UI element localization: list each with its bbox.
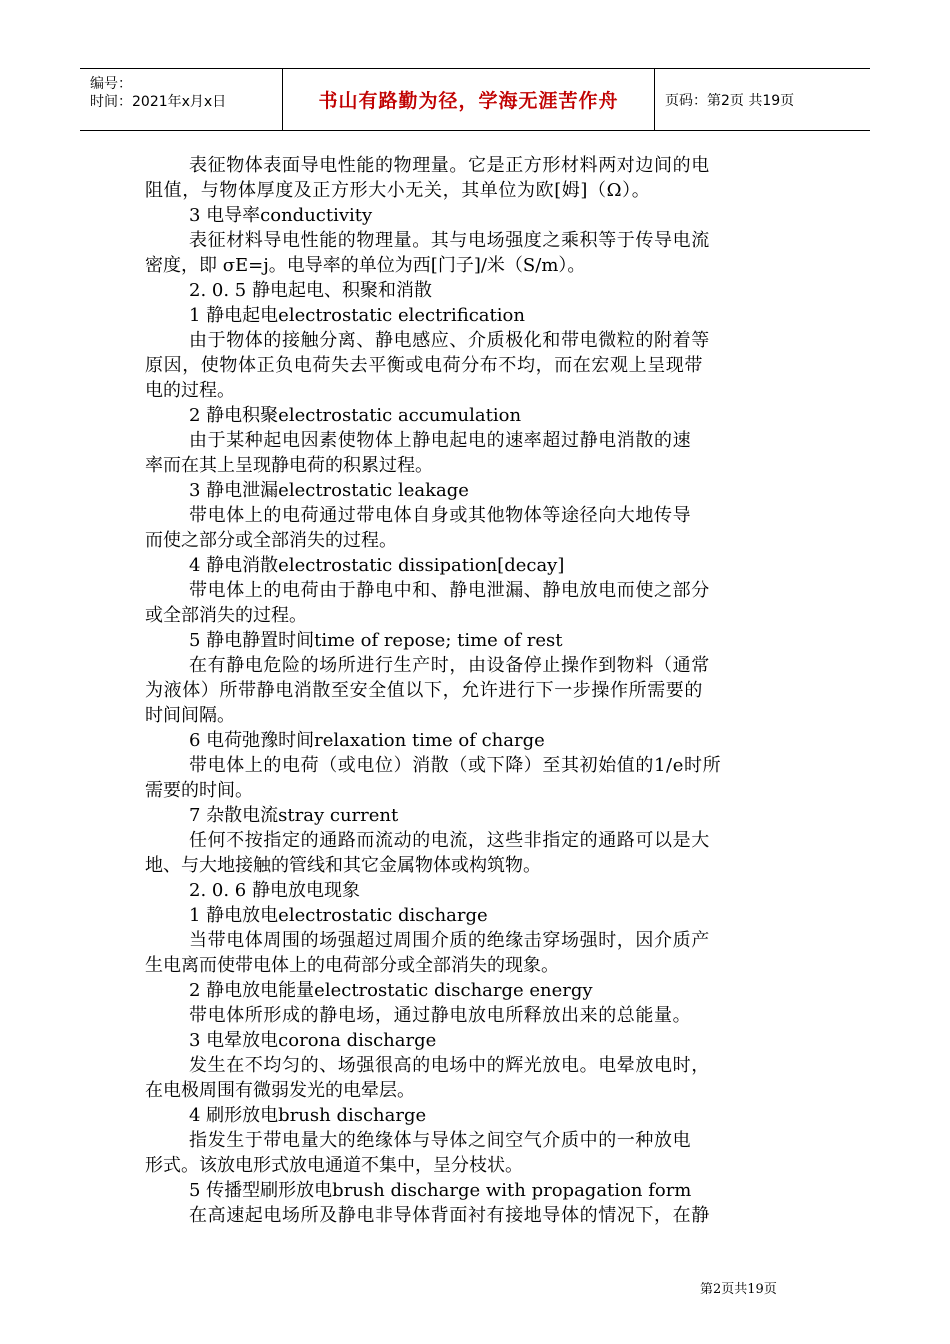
header-left-cell [80,69,283,130]
text-line: 在电极周围有微弱发光的电晕层。 [145,1080,415,1101]
text-line: 或全部消失的过程。 [145,605,307,626]
text-line: 率而在其上呈现静电荷的积累过程。 [145,455,433,476]
text-line: 形式。该放电形式放电通道不集中，呈分枝状。 [145,1155,523,1176]
motto-text: 书山有路勤为径，学海无涯苦作舟 [318,90,619,112]
text-line: 密度，即 σE=j。电导率的单位为西[门子]/米（S/m）。 [145,255,586,276]
text-line: 带电体所形成的静电场，通过静电放电所释放出来的总能量。 [189,1005,692,1026]
text-line: 表征材料导电性能的物理量。其与电场强度之乘积等于传导电流 [189,230,710,251]
text-line: 5 静电静置时间time of repose; time of rest [189,630,563,651]
text-line: 带电体上的电荷（或电位）消散（或下降）至其初始值的1/e时所 [189,755,722,776]
text-line: 2 静电积聚electrostatic accumulation [189,405,522,426]
header-motto-cell [283,69,655,130]
page-number-label: 页码：第2页 共19页 [665,92,795,109]
text-line: 3 电导率conductivity [189,205,373,226]
text-line: 7 杂散电流stray current [189,805,399,826]
footer-page-number: 第2页共19页 [700,1282,777,1297]
text-line: 为液体）所带静电消散至安全值以下，允许进行下一步操作所需要的 [145,680,703,701]
text-line: 发生在不均匀的、场强很高的电场中的辉光放电。电晕放电时， [189,1055,710,1076]
text-line: 3 静电泄漏electrostatic leakage [189,480,469,501]
text-line: 而使之部分或全部消失的过程。 [145,530,397,551]
text-line: 在高速起电场所及静电非导体背面衬有接地导体的情况下，在静 [189,1205,710,1226]
text-line: 需要的时间。 [145,780,253,801]
text-line: 电的过程。 [145,380,235,401]
text-line: 在有静电危险的场所进行生产时，由设备停止操作到物料（通常 [189,655,710,676]
number-label: 编号： [90,76,132,92]
text-line: 由于物体的接触分离、静电感应、介质极化和带电微粒的附着等 [189,330,710,351]
text-line: 当带电体周围的场强超过周围介质的绝缘击穿场强时，因介质产 [189,930,710,951]
text-line: 带电体上的电荷通过带电体自身或其他物体等途径向大地传导 [189,505,692,526]
text-line: 5 传播型刷形放电brush discharge with propagation form [189,1180,692,1201]
text-line: 6 电荷弛豫时间relaxation time of charge [189,730,545,751]
header-right-cell [655,69,870,130]
text-line: 原因，使物体正负电荷失去平衡或电荷分布不均，而在宏观上呈现带 [145,355,703,376]
text-line: 由于某种起电因素使物体上静电起电的速率超过静电消散的速 [189,430,692,451]
text-line: 2. 0. 6 静电放电现象 [189,880,360,901]
text-line: 指发生于带电量大的绝缘体与导体之间空气介质中的一种放电 [189,1130,692,1151]
text-line: 1 静电放电electrostatic discharge [189,905,488,926]
text-line: 生电离而使带电体上的电荷部分或全部消失的现象。 [145,955,559,976]
page-header [80,68,870,131]
text-line: 2. 0. 5 静电起电、积聚和消散 [189,280,432,301]
text-line: 阻值，与物体厚度及正方形大小无关，其单位为欧[姆]（Ω）。 [145,180,651,201]
text-line: 2 静电放电能量electrostatic discharge energy [189,980,593,1001]
text-line: 1 静电起电electrostatic electrification [189,305,525,326]
text-line: 地、与大地接触的管线和其它金属物体或构筑物。 [145,855,541,876]
text-line: 3 电晕放电corona discharge [189,1030,437,1051]
text-line: 4 刷形放电brush discharge [189,1105,427,1126]
text-line: 表征物体表面导电性能的物理量。它是正方形材料两对边间的电 [189,155,710,176]
text-line: 任何不按指定的通路而流动的电流，这些非指定的通路可以是大 [189,830,710,851]
time-label: 时间：2021年x月x日 [90,94,227,110]
text-line: 4 静电消散electrostatic dissipation[decay] [189,555,565,576]
text-line: 带电体上的电荷由于静电中和、静电泄漏、静电放电而使之部分 [189,580,710,601]
text-line: 时间间隔。 [145,705,235,726]
